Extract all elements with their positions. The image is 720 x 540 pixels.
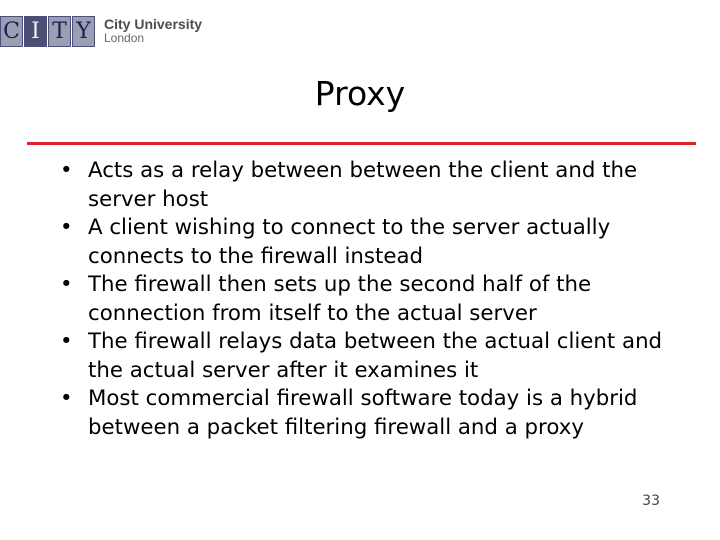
bullet-dot-icon: • [60,329,73,354]
bullet-item [60,157,680,214]
bullet-text: The firewall relays data between the actual client and the actual server after it examines it [88,329,663,383]
logo-subtitle: London [104,31,145,46]
page-number: 33 [642,493,660,509]
bullet-text: A client wishing to connect to the server actually connects to the firewall instead [88,215,611,269]
bullet-item [60,214,680,271]
bullet-item [60,271,680,328]
bullet-text: Acts as a relay between between the client and the server host [88,158,638,212]
bullet-item [60,328,680,385]
bullet-text: The firewall then sets up the second half of the connection from itself to the actual server [88,272,592,326]
slide-title: Proxy [314,74,406,113]
logo-letter-y: Y [72,16,95,47]
bullet-dot-icon: • [60,158,73,183]
title-divider [27,142,696,145]
bullet-dot-icon: • [60,272,73,297]
logo-letter-c: C [0,16,23,47]
bullet-item [60,385,680,442]
logo-letter-i: I [24,16,47,47]
logo-name: City University [104,16,203,33]
bullet-dot-icon: • [60,386,73,411]
bullet-dot-icon: • [60,215,73,240]
logo-letter-boxes [0,16,96,47]
bullet-list [60,157,680,442]
logo-letter-t: T [48,16,71,47]
logo-text [104,17,202,44]
bullet-text: Most commercial firewall software today is a hybrid between a packet filtering firewall and a proxy [88,386,638,440]
university-logo [0,14,202,48]
